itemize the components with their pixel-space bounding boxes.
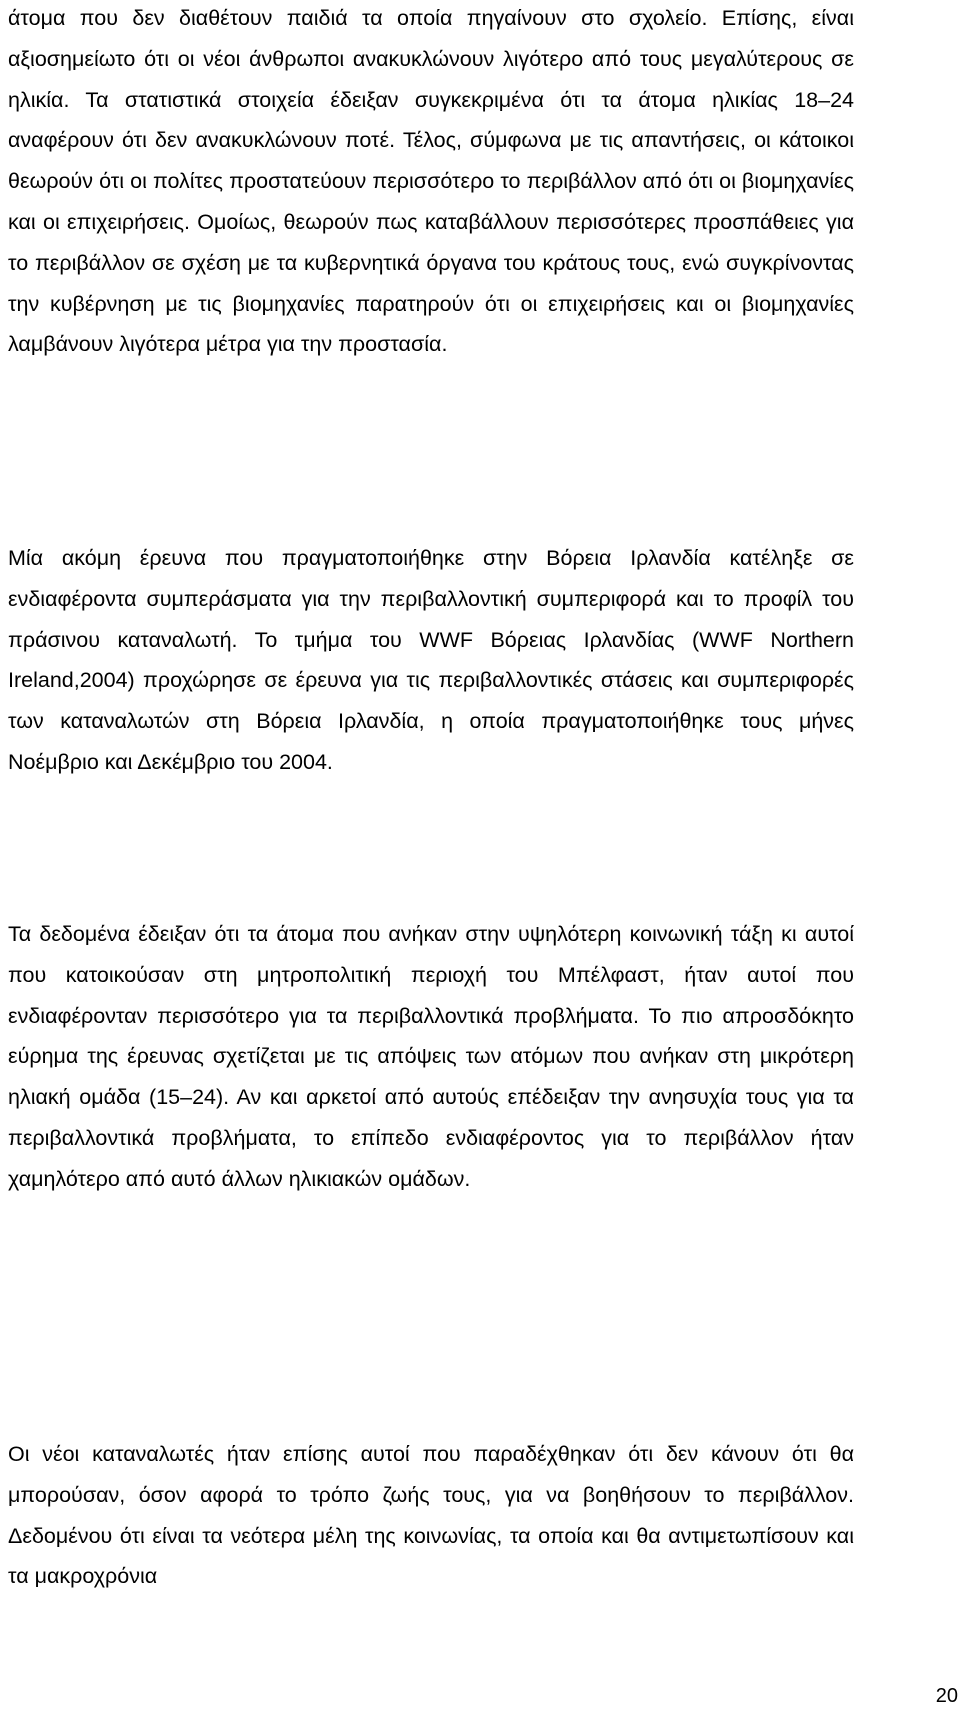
page-number: 20 — [935, 1685, 958, 1707]
body-paragraph-1: άτομα που δεν διαθέτουν παιδιά τα οποία πηγαίνουν στο σχολείο. Επίσης, είναι αξιοσημείωτο ότι οι νέοι άνθρωποι ανακυκλώνουν λιγότερο από τους μεγαλύτερους σε ηλικία. Τα στατιστικά στοιχεία έδειξαν συγκεκριμένα ότι τα άτομα ηλικίας 18–24 αναφέρουν ότι δεν ανακυκλώνουν ποτέ. Τέλος, σύμφωνα με τις απαντήσεις, οι κάτοικοι θεωρούν ότι οι πολίτες προστατεύουν περισσότερο το περιβάλλον από ότι οι βιομηχανίες και οι επιχειρήσεις. Ομοίως, θεωρούν πως καταβάλλουν περισσότερες προσπάθειες για το περιβάλλον σε σχέση με τα κυβερνητικά όργανα του κράτους τους, ενώ συγκρίνοντας την κυβέρνηση με τις βιομηχανίες παρατηρούν ότι οι επιχειρήσεις και οι βιομηχανίες λαμβάνουν λιγότερα μέτρα για την προστασία. — [8, 6, 854, 357]
body-paragraph-4: Οι νέοι καταναλωτές ήταν επίσης αυτοί που παραδέχθηκαν ότι δεν κάνουν ότι θα μπορούσαν, όσον αφορά το τρόπο ζωής τους, για να βοηθήσουν το περιβάλλον. Δεδομένου ότι είναι τα νεότερα μέλη της κοινωνίας, τα οποία και θα αντιμετωπίσουν και τα μακροχρόνια — [8, 1442, 854, 1589]
body-paragraph-2: Μία ακόμη έρευνα που πραγματοποιήθηκε στην Βόρεια Ιρλανδία κατέληξε σε ενδιαφέροντα συμπεράσματα για την περιβαλλοντική συμπεριφορά και το προφίλ του πράσινου καταναλωτή. Το τμήμα του WWF Βόρειας Ιρλανδίας (WWF Northern Ireland,2004) προχώρησε σε έρευνα για τις περιβαλλοντικές στάσεις και συμπεριφορές των καταναλωτών στη Βόρεια Ιρλανδία, η οποία πραγματοποιήθηκε τους μήνες Νοέμβριο και Δεκέμβριο του 2004. — [8, 546, 854, 774]
body-paragraph-3: Τα δεδομένα έδειξαν ότι τα άτομα που ανήκαν στην υψηλότερη κοινωνική τάξη κι αυτοί που κατοικούσαν στη μητροπολιτική περιοχή του Μπέλφαστ, ήταν αυτοί που ενδιαφέρονταν περισσότερο για τα περιβαλλοντικά προβλήματα. Το πιο απροσδόκητο εύρημα της έρευνας σχετίζεται με τις απόψεις των ατόμων που ανήκαν στη μικρότερη ηλιακή ομάδα (15–24). Αν και αρκετοί από αυτούς επέδειξαν την ανησυχία τους για τα περιβαλλοντικά προβλήματα, το επίπεδο ενδιαφέροντος για το περιβάλλον ήταν χαμηλότερο από αυτό άλλων ηλικιακών ομάδων. — [8, 922, 854, 1191]
